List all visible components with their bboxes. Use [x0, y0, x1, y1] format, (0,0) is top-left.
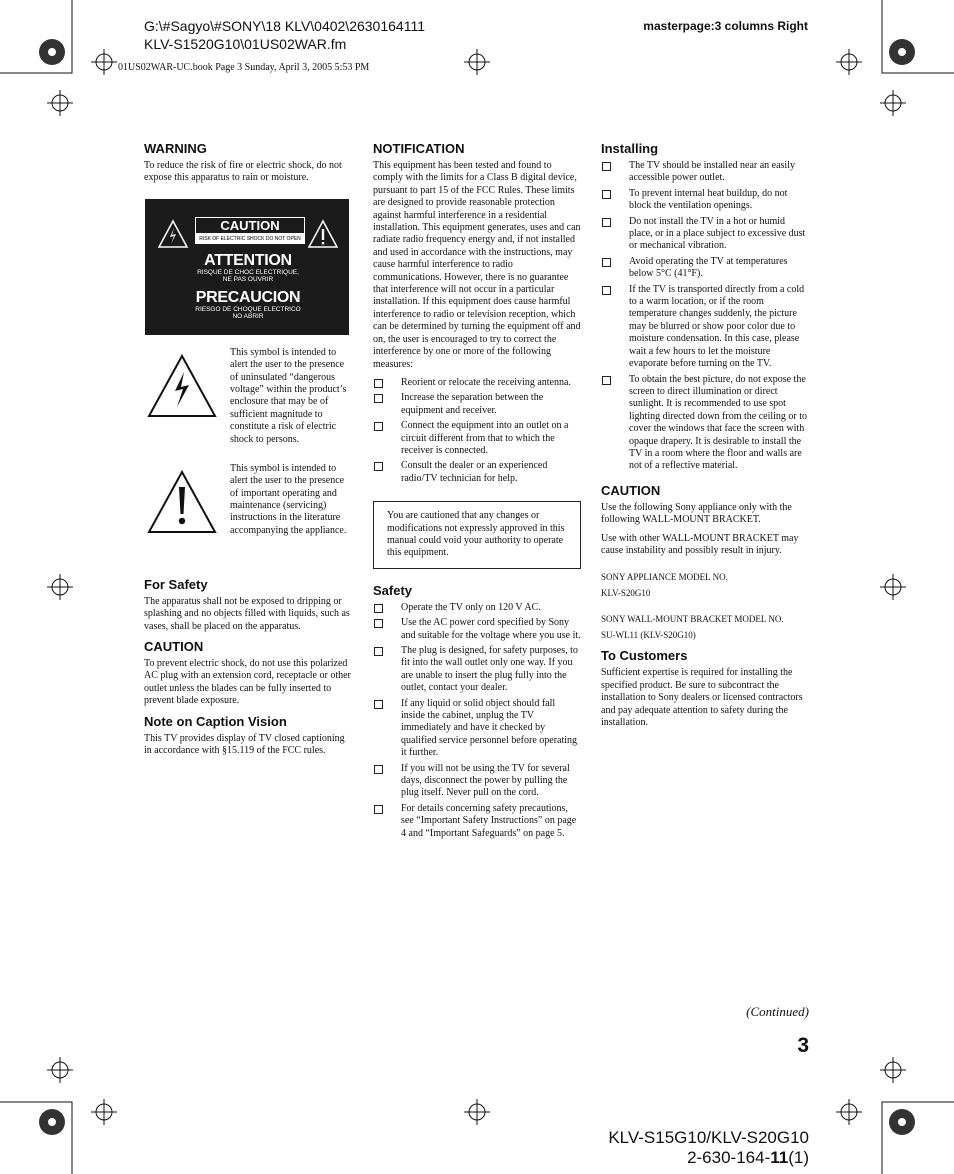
- list-item: The plug is designed, for safety purposes, to fit into the wall outlet only one way. If you are unable to insert the plug fully into the outlet, contact your dealer.: [373, 645, 581, 695]
- safety-list: [373, 602, 581, 840]
- lightning-warning-icon: [146, 353, 218, 419]
- for-safety-heading: For Safety: [144, 576, 208, 592]
- bracket-model-value: SU-WL11 (KLV-S20G10): [601, 630, 696, 641]
- list-item: To obtain the best picture, do not expose the screen to direct illumination or direct sunlight. It is recommended to use spot lighting directed down from the ceiling or to cover the windows that face the screen with opaque drapery. It is desirable to install the TV in a room where the floor and walls are not of a reflective material.: [601, 374, 809, 473]
- file-path-line1: G:\#Sagyo\#SONY\18 KLV\0402\2630164111: [144, 18, 425, 34]
- instructions-symbol-text: This symbol is intended to alert the user to the presence of important operating and maintenance (servicing) instructions in the literature accompanying the appliance.: [230, 462, 347, 536]
- product-code-suffix: (1): [788, 1148, 809, 1167]
- list-item: Operate the TV only on 120 V AC.: [373, 602, 581, 614]
- list-item: Use the AC power cord specified by Sony and suitable for the voltage where you use it.: [373, 617, 581, 642]
- caption-vision-heading: Note on Caption Vision: [144, 713, 287, 729]
- attention-sub2: NE PAS OUVRIR: [222, 275, 274, 283]
- precaucion-block: [157, 289, 339, 320]
- list-item: If you will not be using the TV for several days, disconnect the power by pulling the plug itself. Never pull on the cord.: [373, 763, 581, 800]
- page-number: 3: [797, 1034, 809, 1057]
- caution-sticker-title: CAUTION: [195, 217, 305, 234]
- warning-text: To reduce the risk of fire or electric shock, do not expose this apparatus to rain or moisture.: [144, 160, 342, 184]
- voltage-symbol-row: [144, 347, 352, 459]
- attention-sub1: RISQUE DE CHOC ELECTRIQUE,: [197, 268, 299, 276]
- column-right: [601, 141, 809, 735]
- caution-sticker: [195, 217, 305, 244]
- instructions-symbol-row: [144, 463, 352, 573]
- product-code-bold: 11: [770, 1148, 789, 1167]
- list-item: For details concerning safety precautions, see “Important Safety Instructions” on page 4 and “Important Safeguards” on page 5.: [373, 803, 581, 840]
- product-code-prefix: 2-630-164-: [687, 1148, 771, 1167]
- list-item: To prevent internal heat buildup, do not block the ventilation openings.: [601, 188, 809, 213]
- customers-heading: To Customers: [601, 648, 688, 664]
- model-line: KLV-S15G10/KLV-S20G10: [608, 1128, 809, 1147]
- bracket-caution-text2: Use with other WALL-MOUNT BRACKET may cause instability and possibly result in injury.: [601, 532, 799, 556]
- list-item: If the TV is transported directly from a cold to a warm location, or if the room temperature changes suddenly, the picture may be blurred or show poor color due to moisture condensation. In this case, please wait a few hours to let the moisture evaporate before turning on the TV.: [601, 284, 809, 371]
- voltage-symbol-text: This symbol is intended to alert the user to the presence of uninsulated “dangerous voltage” within the product’s enclosure that may be of sufficient magnitude to constitute a risk of electric shock to persons.: [230, 346, 347, 445]
- list-item: Do not install the TV in a hot or humid place, or in a place subject to excessive dust or mechanical vibration.: [601, 216, 809, 253]
- caution-text: To prevent electric shock, do not use this polarized AC plug with an extension cord, receptacle or other outlet unless the blades can be fully inserted to prevent blade exposure.: [144, 658, 351, 707]
- installing-list: [601, 160, 809, 473]
- appliance-model-label: SONY APPLIANCE MODEL NO.: [601, 572, 728, 583]
- for-safety-text: The apparatus shall not be exposed to dripping or splashing and no objects filled with liquids, such as vases, shall be placed on the apparatus.: [144, 595, 350, 632]
- exclamation-warning-icon: [146, 469, 218, 535]
- book-info: 01US02WAR-UC.book Page 3 Sunday, April 3, 2005 5:53 PM: [118, 62, 370, 73]
- continued-label: (Continued): [746, 1004, 809, 1019]
- attention-title: ATTENTION: [204, 251, 292, 269]
- caption-vision-text: This TV provides display of TV closed captioning in accordance with §15.119 of the FCC rules.: [144, 732, 345, 757]
- list-item: If any liquid or solid object should fall inside the cabinet, unplug the TV immediately and have it checked by qualified service personnel before operating it further.: [373, 698, 581, 760]
- list-item: Reorient or relocate the receiving antenna.: [373, 377, 581, 389]
- bracket-model-label: SONY WALL-MOUNT BRACKET MODEL NO.: [601, 614, 784, 625]
- safety-heading: Safety: [373, 582, 413, 598]
- precaucion-title: PRECAUCION: [195, 288, 301, 306]
- customers-text: Sufficient expertise is required for installing the specified product. Be sure to subcontract the installation to Sony dealers or licensed contractors and pay adequate attention to safety during the installation.: [601, 667, 803, 728]
- precaucion-sub1: RIESGO DE CHOQUE ELECTRICO: [195, 305, 301, 313]
- lightning-icon: [157, 219, 189, 249]
- bracket-model-block: [601, 613, 809, 641]
- caution-sticker-sub: RISK OF ELECTRIC SHOCK DO NOT OPEN: [199, 235, 301, 242]
- masterpage-label: masterpage:3 columns Right: [643, 19, 808, 33]
- warning-heading: WARNING: [144, 141, 207, 156]
- list-item: Consult the dealer or an experienced radio/TV technician for help.: [373, 460, 581, 485]
- appliance-model-block: [601, 571, 809, 599]
- bracket-caution-heading: CAUTION: [601, 482, 661, 498]
- modification-notice-text: You are cautioned that any changes or modifications not expressly approved in this manual could void your authority to operate this equipment.: [387, 510, 565, 559]
- list-item: Connect the equipment into an outlet on a circuit different from that to which the receiver is connected.: [373, 420, 581, 457]
- notification-text: This equipment has been tested and found to comply with the limits for a Class B digital device, pursuant to part 15 of the FCC Rules. These limits are designed to provide reasonable protection against harmful interference in a residential installation. This equipment generates, uses and can radiate radio frequency energy and, if not installed and used in accordance with the instructions, may cause harmful interference to radio communications. However, there is no guarantee that interference will not occur in a particular installation. If this equipment does cause harmful interference to radio or television reception, which can be determined by turning the equipment off and on, the user is encouraged to try to correct the interference by one or more of the following measures:: [373, 160, 581, 370]
- model-info: [608, 1128, 809, 1168]
- precaucion-sub2: NO ABRIR: [232, 312, 264, 320]
- bracket-caution-text1: Use the following Sony appliance only with the following WALL-MOUNT BRACKET.: [601, 501, 792, 526]
- modification-notice-box: [373, 501, 581, 569]
- exclamation-icon: [307, 219, 339, 249]
- installing-heading: Installing: [601, 141, 659, 156]
- column-middle: [373, 141, 581, 846]
- list-item: Increase the separation between the equipment and receiver.: [373, 392, 581, 417]
- caution-heading: CAUTION: [144, 639, 204, 655]
- caution-label-graphic: [145, 199, 349, 335]
- product-code: [608, 1148, 809, 1168]
- file-path: [144, 17, 425, 53]
- list-item: Avoid operating the TV at temperatures below 5°C (41°F).: [601, 256, 809, 281]
- appliance-model-value: KLV-S20G10: [601, 588, 651, 599]
- list-item: The TV should be installed near an easily accessible power outlet.: [601, 160, 809, 185]
- column-left: [144, 141, 352, 763]
- attention-block: [157, 252, 339, 283]
- measures-list: [373, 377, 581, 485]
- notification-heading: NOTIFICATION: [373, 141, 465, 156]
- file-path-line2: KLV-S1520G10\01US02WAR.fm: [144, 36, 347, 52]
